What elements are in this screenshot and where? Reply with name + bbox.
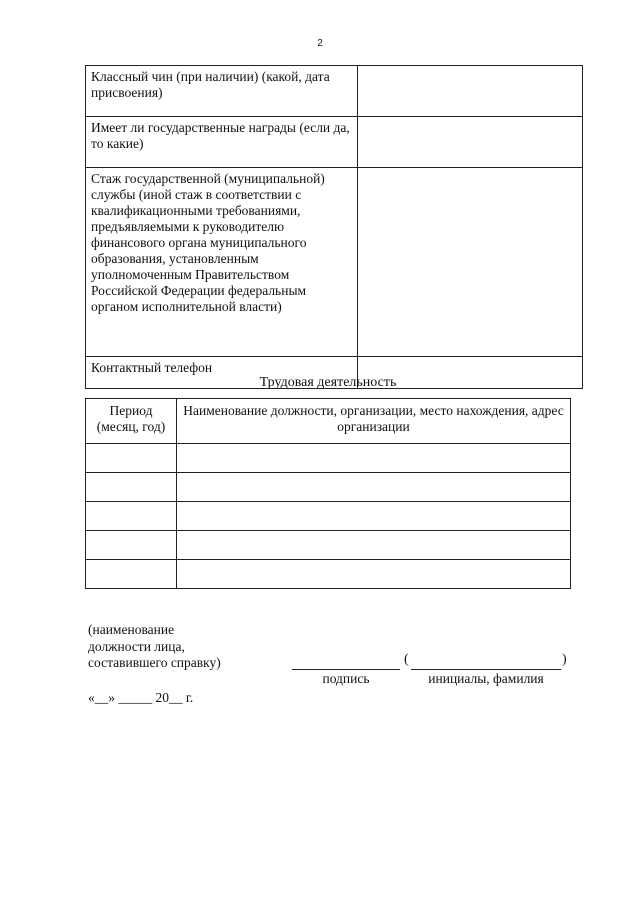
contact-phone-label: Контактный телефон	[86, 357, 358, 389]
period-cell[interactable]	[86, 531, 177, 560]
name-caption: инициалы, фамилия	[428, 671, 544, 686]
state-awards-label: Имеет ли государственные награды (если да, то какие)	[86, 117, 358, 168]
period-column-header: Период (месяц, год)	[86, 399, 177, 444]
service-length-value[interactable]	[358, 168, 583, 357]
signature-caption: подпись	[322, 671, 370, 686]
personal-info-table	[85, 65, 583, 389]
table-row	[86, 473, 571, 502]
signer-position-label: (наименование должности лица, составившего справку)	[88, 622, 221, 670]
table-row	[86, 531, 571, 560]
service-length-label: Стаж государственной (муниципальной) службы (иной стаж в соответствии с квалификационными требованиями, предъявляемыми к руководителю финансового органа муниципального образования, установленным уполномоченным Правительством Российской Федерации федеральным органом исполнительной власти)	[86, 168, 358, 357]
table-row	[86, 66, 583, 117]
class-rank-value[interactable]	[358, 66, 583, 117]
table-row	[86, 502, 571, 531]
position-cell[interactable]	[177, 502, 571, 531]
close-parenthesis: )	[562, 652, 567, 667]
period-cell[interactable]	[86, 444, 177, 473]
position-cell[interactable]	[177, 444, 571, 473]
position-cell[interactable]	[177, 531, 571, 560]
period-cell[interactable]	[86, 560, 177, 589]
open-parenthesis: (	[404, 652, 409, 667]
table-row	[86, 117, 583, 168]
position-cell[interactable]	[177, 560, 571, 589]
work-history-table	[85, 398, 571, 589]
table-row	[86, 168, 583, 357]
position-cell[interactable]	[177, 473, 571, 502]
date-line: «__» _____ 20__ г.	[88, 690, 194, 705]
class-rank-label: Классный чин (при наличии) (какой, дата присвоения)	[86, 66, 358, 117]
position-column-header: Наименование должности, организации, место нахождения, адрес организации	[177, 399, 571, 444]
page-number: 2	[317, 38, 323, 49]
period-cell[interactable]	[86, 502, 177, 531]
table-row	[86, 560, 571, 589]
work-history-title: Трудовая деятельность	[259, 375, 397, 390]
state-awards-value[interactable]	[358, 117, 583, 168]
name-line[interactable]	[411, 669, 561, 670]
signature-line[interactable]	[292, 669, 400, 670]
table-row	[86, 444, 571, 473]
table-header-row	[86, 399, 571, 444]
period-cell[interactable]	[86, 473, 177, 502]
